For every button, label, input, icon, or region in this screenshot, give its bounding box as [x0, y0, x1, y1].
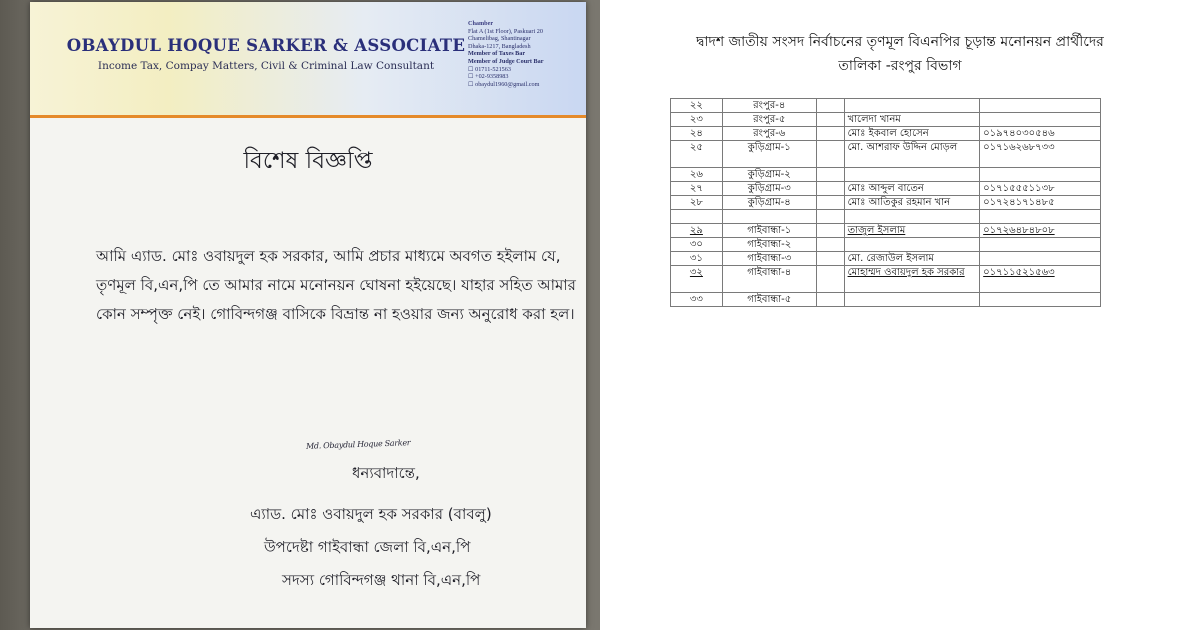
row-number: ৩২	[671, 266, 723, 293]
candidate-name: মোঃ আতিকুর রহমান খান	[844, 196, 980, 210]
seat-name: কুড়িগ্রাম-৪	[722, 196, 816, 210]
candidate-phone	[980, 168, 1101, 182]
blank-cell	[816, 238, 844, 252]
table-row	[671, 127, 1101, 141]
handwritten-signature: Md. Obaydul Hoque Sarker	[305, 438, 411, 451]
firm-tagline: Income Tax, Compay Matters, Civil & Criminal Law Consultant	[97, 60, 435, 72]
row-number	[671, 210, 723, 224]
table-row	[671, 141, 1101, 168]
candidate-phone	[980, 238, 1101, 252]
closing-text: ধন্যবাদান্তে,	[352, 464, 420, 482]
row-number: ২৩	[671, 113, 723, 127]
candidate-phone: ০১৭১৫৫৫১১৩৮	[980, 182, 1101, 196]
candidate-name	[844, 293, 980, 307]
signatory-block	[250, 498, 492, 597]
candidate-name: খালেদা খানম	[844, 113, 980, 127]
blank-cell	[816, 99, 844, 113]
list-heading-line: তালিকা -রংপুর বিভাগ	[838, 58, 962, 74]
notice-title: বিশেষ বিজ্ঞপ্তি	[243, 148, 373, 174]
seat-name: কুড়িগ্রাম-২	[722, 168, 816, 182]
signatory-title: উপদেষ্টা গাইবান্ধা জেলা বি,এন,পি	[264, 538, 471, 556]
candidate-name	[844, 99, 980, 113]
table-row	[671, 182, 1101, 196]
row-number: ২৮	[671, 196, 723, 210]
row-number: ২৬	[671, 168, 723, 182]
contact-line: Chamelibag, Shantinagar	[468, 35, 531, 43]
table-row	[671, 293, 1101, 307]
blank-cell	[816, 293, 844, 307]
chamber-contact	[468, 20, 578, 88]
candidate-phone: ০১৭২৪১৭১৪৮৫	[980, 196, 1101, 210]
row-number: ২৪	[671, 127, 723, 141]
candidate-name: মোহাম্মদ ওবায়দুল হক সরকার	[844, 266, 980, 293]
blank-cell	[816, 252, 844, 266]
contact-email: ☐ obaydul1960@gmail.com	[468, 80, 540, 88]
blank-cell	[816, 113, 844, 127]
candidate-phone: ০১৯৭৪০৩০৫৪৬	[980, 127, 1101, 141]
list-heading-line: দ্বাদশ জাতীয় সংসদ নির্বাচনের তৃণমূল বিএনপির চূড়ান্ত মনোনয়ন প্রার্থীদের	[696, 34, 1104, 50]
candidate-name	[844, 210, 980, 224]
blank-cell	[816, 224, 844, 238]
contact-label: Chamber	[468, 20, 494, 27]
notice-body: আমি এ্যাড. মোঃ ওবায়দুল হক সরকার, আমি প্রচার মাধ্যমে অবগত হইলাম যে, তৃণমূল বি,এন,পি তে আমার নামে মনোনয়ন ঘোষনা হইয়েছে। যাহার সহিত আমার কোন সম্পৃক্ত নেই। গোবিন্দগঞ্জ বাসিকে বিভ্রান্ত না হওয়ার জন্য অনুরোধ করা হল।	[96, 247, 576, 323]
candidate-name	[844, 238, 980, 252]
candidate-phone	[980, 293, 1101, 307]
contact-line: Dhaka-1217, Bangladesh	[468, 42, 531, 50]
candidate-name: তাজুল ইসলাম	[844, 224, 980, 238]
row-number: ২২	[671, 99, 723, 113]
candidate-name: মো. আশরাফ উদ্দিন মোড়ল	[844, 141, 980, 168]
contact-phone: ☐ +02-9358983	[468, 73, 509, 81]
blank-cell	[816, 182, 844, 196]
candidate-phone: ০১৭১৬২৬৮৭৩৩	[980, 141, 1101, 168]
list-heading	[600, 30, 1200, 78]
table-row	[671, 238, 1101, 252]
seat-name: রংপুর-৫	[722, 113, 816, 127]
candidate-name: মো. রেজাউল ইসলাম	[844, 252, 980, 266]
seat-name: গাইবান্ধা-৩	[722, 252, 816, 266]
row-number: ২৫	[671, 141, 723, 168]
signatory-membership: সদস্য গোবিন্দগঞ্জ থানা বি,এন,পি	[282, 571, 481, 589]
candidate-phone: ০১৭২৬৪৮৪৮০৮	[980, 224, 1101, 238]
table-row	[671, 266, 1101, 293]
candidate-phone: ০১৭১১৫২১৫৬৩	[980, 266, 1101, 293]
candidate-table	[670, 98, 1101, 307]
candidate-name: মোঃ আব্দুল বাতেন	[844, 182, 980, 196]
candidate-phone	[980, 210, 1101, 224]
blank-cell	[816, 266, 844, 293]
table-row	[671, 224, 1101, 238]
seat-name: কুড়িগ্রাম-১	[722, 141, 816, 168]
row-number: ২৯	[671, 224, 723, 238]
candidate-name	[844, 168, 980, 182]
blank-cell	[816, 141, 844, 168]
blank-cell	[816, 210, 844, 224]
signatory-name: এ্যাড. মোঃ ওবায়দুল হক সরকার (বাবলু)	[250, 505, 492, 523]
row-number: ৩৩	[671, 293, 723, 307]
blank-cell	[816, 127, 844, 141]
table-row	[671, 252, 1101, 266]
seat-name: গাইবান্ধা-১	[722, 224, 816, 238]
seat-name: কুড়িগ্রাম-৩	[722, 182, 816, 196]
candidate-phone	[980, 252, 1101, 266]
table-row	[671, 113, 1101, 127]
table-row	[671, 168, 1101, 182]
letter-paper	[30, 2, 586, 628]
row-number: ২৭	[671, 182, 723, 196]
row-number: ৩১	[671, 252, 723, 266]
contact-phone: ☐ 01711-521563	[468, 65, 511, 73]
candidate-list-document	[600, 0, 1200, 630]
seat-name: রংপুর-৬	[722, 127, 816, 141]
contact-line: Member of Taxes Bar	[468, 50, 526, 58]
contact-line: Member of Judge Court Bar	[468, 57, 544, 65]
row-number: ৩০	[671, 238, 723, 252]
candidate-phone	[980, 99, 1101, 113]
firm-name: OBAYDUL HOQUE SARKER & ASSOCIATE	[66, 36, 466, 55]
letterhead	[30, 2, 586, 118]
table-row	[671, 99, 1101, 113]
seat-name: গাইবান্ধা-৫	[722, 293, 816, 307]
seat-name: গাইবান্ধা-৪	[722, 266, 816, 293]
candidate-name: মোঃ ইকবাল হোসেন	[844, 127, 980, 141]
seat-name	[722, 210, 816, 224]
seat-name: রংপুর-৪	[722, 99, 816, 113]
blank-cell	[816, 196, 844, 210]
blank-cell	[816, 168, 844, 182]
table-row-empty	[671, 210, 1101, 224]
contact-line: Flat A (1st Floor), Paskuari 20	[468, 27, 543, 35]
table-row	[671, 196, 1101, 210]
seat-name: গাইবান্ধা-২	[722, 238, 816, 252]
candidate-phone	[980, 113, 1101, 127]
